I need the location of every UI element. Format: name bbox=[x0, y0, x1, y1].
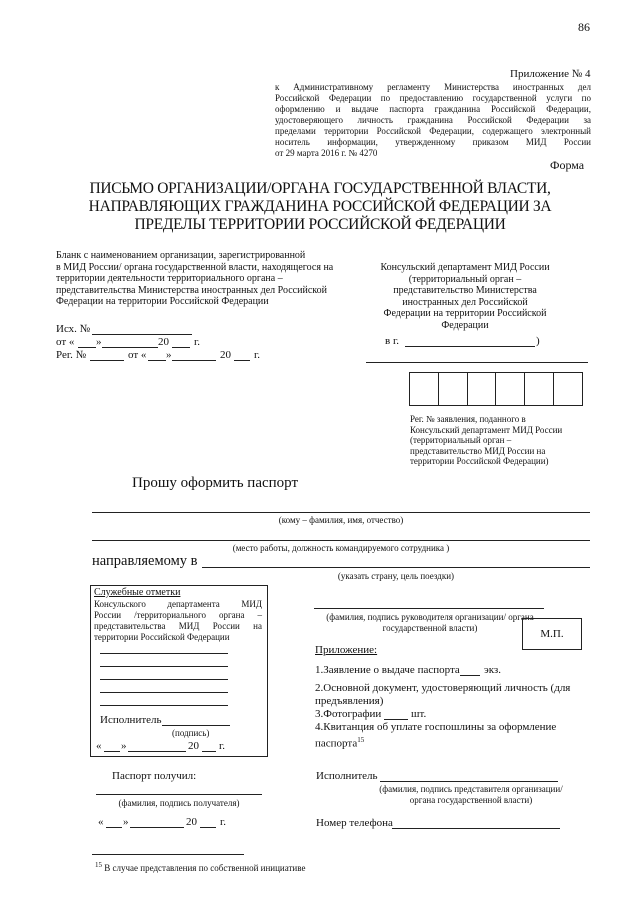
reg-box[interactable] bbox=[409, 372, 439, 406]
whom-hint: (кому – фамилия, имя, отчество) bbox=[278, 515, 404, 525]
footnote-text: В случае представления по собственной инициативе bbox=[104, 863, 306, 873]
appendix-line: Российской Федерации по предоставлению государственной услуги по bbox=[275, 93, 591, 103]
city-suffix: ) bbox=[536, 335, 540, 347]
service-executor-line[interactable] bbox=[162, 725, 230, 726]
addressee-line: (территориальный орган – bbox=[408, 273, 522, 285]
service-line: России /территориального органа – bbox=[94, 610, 262, 620]
service-date-close: » bbox=[121, 740, 127, 752]
phone-label: Номер телефона bbox=[316, 817, 393, 829]
addressee-line: Консульский департамент МИД России bbox=[380, 262, 550, 273]
outgoing-date-close: » bbox=[96, 336, 102, 348]
service-marks-text bbox=[94, 599, 262, 643]
attachment-3-count-line[interactable] bbox=[384, 719, 408, 720]
caption-line: Рег. № заявления, поданного в bbox=[410, 414, 526, 424]
attachment-line: предъявления) bbox=[315, 695, 384, 707]
service-year-suffix: г. bbox=[219, 740, 226, 752]
caption-line: (территориальный орган – bbox=[410, 435, 512, 445]
request-text: Прошу оформить паспорт bbox=[132, 475, 299, 491]
stamp-box: М.П. bbox=[522, 618, 582, 650]
reg-box[interactable] bbox=[468, 372, 497, 406]
appendix-line: оформлению и выдаче паспорта гражданина Российской Федерации, bbox=[275, 104, 591, 114]
attachment-1-count-line[interactable] bbox=[460, 675, 480, 676]
service-year-line[interactable] bbox=[202, 751, 216, 752]
appendix-line: пределами территории Российской Федерации, содержащего электронный bbox=[275, 126, 591, 136]
service-line-blank[interactable] bbox=[100, 653, 228, 654]
addressee-line: представительство Министерства bbox=[393, 285, 537, 296]
addressee-line: Федерации bbox=[441, 319, 489, 331]
received-date-close: » bbox=[123, 816, 129, 828]
outgoing-number-line bbox=[92, 334, 192, 335]
attachment-line: 2.Основной документ, удостоверяющий личность (для bbox=[315, 682, 571, 694]
title-line: ПРЕДЕЛЫ ТЕРРИТОРИИ РОССИЙСКОЙ ФЕДЕРАЦИИ bbox=[134, 216, 506, 233]
hint-line: органа государственной власти) bbox=[409, 794, 533, 805]
service-line: представительства МИД России на bbox=[94, 621, 262, 631]
attachment-item-3: 3.Фотографии bbox=[315, 708, 382, 720]
outgoing-year-prefix: 20 bbox=[158, 336, 169, 348]
reg-number-boxes bbox=[409, 372, 583, 406]
reg-day-line bbox=[148, 360, 166, 361]
footnote-ref: 15 bbox=[357, 736, 365, 744]
reg-year-prefix: 20 bbox=[220, 349, 231, 361]
reg-number-line bbox=[90, 360, 124, 361]
appendix-line: носитель информации, утвержденному приказом МИД России bbox=[275, 137, 591, 147]
city-prefix: в г. bbox=[385, 335, 399, 347]
hint-line: государственной власти) bbox=[382, 622, 478, 633]
attachment-item-4 bbox=[315, 721, 595, 751]
received-year-line[interactable] bbox=[200, 827, 216, 828]
form-label: Форма bbox=[550, 158, 585, 172]
attachment-item-1: 1.Заявление о выдаче паспорта bbox=[315, 664, 460, 676]
addressee-divider bbox=[366, 362, 588, 363]
attachments-title: Приложение: bbox=[315, 644, 378, 656]
head-signature-hint bbox=[310, 612, 550, 633]
country-hint: (указать страну, цель поездки) bbox=[337, 571, 455, 581]
service-line-blank[interactable] bbox=[100, 705, 228, 706]
footnote-number: 15 bbox=[95, 861, 102, 869]
blank-note-line: представительства Министерства иностранных дел Российской bbox=[56, 284, 327, 296]
page-number: 86 bbox=[578, 20, 590, 34]
service-line-blank[interactable] bbox=[100, 679, 228, 680]
addressee-block bbox=[365, 262, 565, 331]
city-line bbox=[405, 346, 535, 347]
reg-box-caption bbox=[410, 414, 590, 467]
service-line-blank[interactable] bbox=[100, 666, 228, 667]
title-line: НАПРАВЛЯЮЩИХ ГРАЖДАНИНА РОССИЙСКОЙ ФЕДЕРАЦИИ ЗА bbox=[88, 198, 552, 215]
blank-note-line: в МИД России/ органа государственной власти, находящегося на bbox=[56, 261, 334, 273]
caption-line: Консульский департамент МИД России bbox=[410, 424, 563, 435]
reg-year-line bbox=[234, 360, 250, 361]
outgoing-day-line bbox=[78, 347, 96, 348]
workplace-hint: (место работы, должность командируемого сотрудника ) bbox=[232, 543, 450, 553]
received-year-suffix: г. bbox=[220, 816, 227, 828]
outgoing-number-label: Исх. № bbox=[56, 323, 91, 335]
service-line: территории Российской Федерации bbox=[94, 632, 230, 642]
phone-line[interactable] bbox=[392, 828, 560, 829]
reg-box[interactable] bbox=[496, 372, 525, 406]
reg-year-suffix: г. bbox=[254, 349, 261, 361]
service-month-line[interactable] bbox=[128, 751, 186, 752]
reg-box[interactable] bbox=[439, 372, 468, 406]
footnote bbox=[95, 860, 305, 874]
received-day-line[interactable] bbox=[106, 827, 122, 828]
reg-number-label: Рег. № bbox=[56, 349, 87, 361]
attachment-3-unit: шт. bbox=[411, 708, 427, 720]
appendix-title: Приложение № 4 bbox=[510, 68, 591, 80]
appendix-line: от 29 марта 2016 г. № 4270 bbox=[275, 148, 378, 158]
blank-note-line: территории деятельности территориального органа – bbox=[56, 273, 283, 284]
appendix-text bbox=[275, 82, 591, 159]
service-year-prefix: 20 bbox=[188, 740, 199, 752]
received-month-line[interactable] bbox=[130, 827, 184, 828]
executor-hint bbox=[376, 784, 566, 805]
reg-box[interactable] bbox=[554, 372, 583, 406]
received-date-open: « bbox=[98, 816, 104, 828]
hint-line: (фамилия, подпись руководителя организации/ органа bbox=[326, 612, 534, 622]
service-executor-label: Исполнитель bbox=[100, 714, 162, 726]
service-line: Консульского департамента МИД bbox=[94, 599, 262, 609]
addressee-line: Федерации на территории Российской bbox=[383, 308, 547, 319]
attachment-item-2 bbox=[315, 682, 595, 708]
attachment-line: паспорта bbox=[315, 737, 358, 750]
attachment-line: 4.Квитанция об уплате госпошлины за оформление bbox=[315, 721, 557, 733]
sent-to-label: направляемому в bbox=[92, 553, 198, 569]
service-day-line[interactable] bbox=[104, 751, 120, 752]
blank-note-line: Федерации на территории Российской Федерации bbox=[56, 296, 269, 307]
service-signature-hint: (подпись) bbox=[172, 728, 210, 738]
caption-line: представительство МИД России на bbox=[410, 445, 546, 456]
outgoing-year-suffix: г. bbox=[194, 336, 201, 348]
title-line: ПИСЬМО ОРГАНИЗАЦИИ/ОРГАНА ГОСУДАРСТВЕННОЙ ВЛАСТИ, bbox=[89, 180, 551, 197]
service-date-open: « bbox=[96, 740, 102, 752]
appendix-line: удостоверяющего личность гражданина Российской Федерации за bbox=[275, 115, 591, 125]
page-title bbox=[60, 180, 580, 234]
reg-box[interactable] bbox=[525, 372, 554, 406]
service-marks-title: Служебные отметки bbox=[94, 587, 181, 598]
executor-label: Исполнитель bbox=[316, 770, 378, 782]
caption-line: территории Российской Федерации) bbox=[410, 456, 549, 466]
blank-note-line: Бланк с наименованием организации, зарегистрированной bbox=[56, 250, 306, 261]
reg-date-open: от « bbox=[128, 349, 147, 361]
blank-note bbox=[56, 250, 356, 308]
received-year-prefix: 20 bbox=[186, 816, 197, 828]
country-line[interactable] bbox=[202, 567, 590, 568]
executor-line[interactable] bbox=[380, 781, 558, 782]
outgoing-date-open: от « bbox=[56, 336, 75, 348]
workplace-line[interactable] bbox=[92, 540, 590, 541]
outgoing-month-line bbox=[102, 347, 158, 348]
attachment-1-unit: экз. bbox=[484, 664, 502, 676]
appendix-line: к Административному регламенту Министерства иностранных дел bbox=[275, 82, 591, 92]
received-label: Паспорт получил: bbox=[112, 770, 197, 782]
received-hint: (фамилия, подпись получателя) bbox=[118, 798, 240, 808]
received-signature-line[interactable] bbox=[96, 794, 262, 795]
outgoing-year-line bbox=[172, 347, 190, 348]
reg-date-close: » bbox=[166, 349, 172, 361]
head-signature-line[interactable] bbox=[314, 608, 544, 609]
addressee-line: иностранных дел Российской bbox=[402, 296, 528, 308]
hint-line: (фамилия, подпись представителя организации/ bbox=[379, 784, 563, 794]
footnote-divider bbox=[92, 854, 244, 855]
service-line-blank[interactable] bbox=[100, 692, 228, 693]
whom-line[interactable] bbox=[92, 512, 590, 513]
reg-month-line bbox=[172, 360, 216, 361]
